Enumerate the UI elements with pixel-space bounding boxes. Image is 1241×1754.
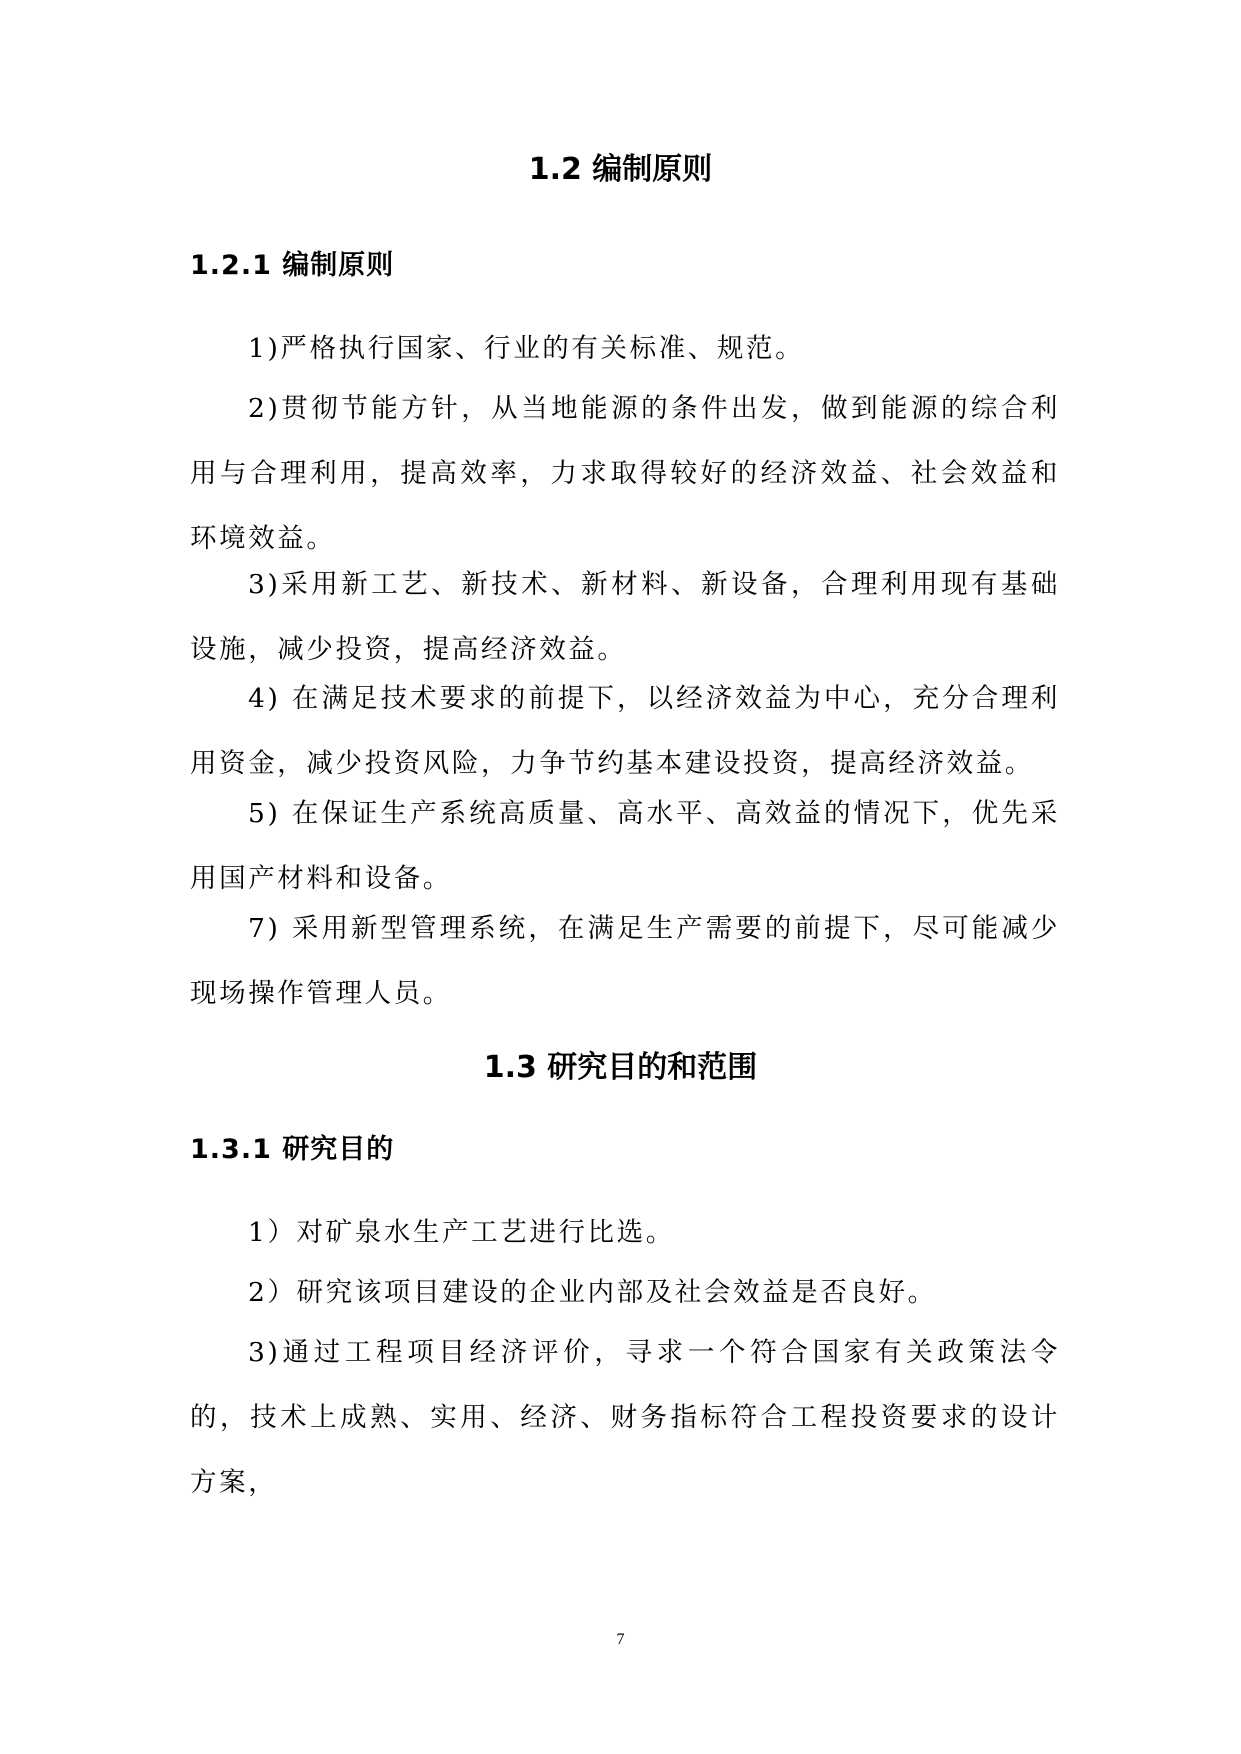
paragraph: 3)采用新工艺、新技术、新材料、新设备，合理利用现有基础设施，减少投资，提高经济效益。 — [190, 569, 1060, 665]
page-number: 7 — [616, 1631, 625, 1648]
paragraph: 7) 采用新型管理系统，在满足生产需要的前提下，尽可能减少现场操作管理人员。 — [190, 913, 1060, 1009]
paragraph: 2)贯彻节能方针，从当地能源的条件出发，做到能源的综合利用与合理利用，提高效率，力求取得较好的经济效益、社会效益和环境效益。 — [190, 393, 1060, 554]
subsection-heading-1-2-1: 1.2.1 编制原则 — [190, 250, 395, 281]
paragraph: 3)通过工程项目经济评价，寻求一个符合国家有关政策法令的，技术上成熟、实用、经济、财务指标符合工程投资要求的设计方案， — [190, 1337, 1060, 1498]
paragraph: 4) 在满足技术要求的前提下，以经济效益为中心，充分合理利用资金，减少投资风险，力争节约基本建设投资，提高经济效益。 — [190, 683, 1060, 779]
section-heading-1-3: 1.3 研究目的和范围 — [483, 1050, 758, 1085]
section-heading-1-2: 1.2 编制原则 — [528, 152, 713, 187]
paragraph: 1)严格执行国家、行业的有关标准、规范。 — [248, 333, 805, 364]
paragraph: 5) 在保证生产系统高质量、高水平、高效益的情况下，优先采用国产材料和设备。 — [190, 798, 1060, 894]
subsection-heading-1-3-1: 1.3.1 研究目的 — [190, 1134, 395, 1165]
paragraph: 1）对矿泉水生产工艺进行比选。 — [248, 1217, 675, 1248]
paragraph: 2）研究该项目建设的企业内部及社会效益是否良好。 — [248, 1277, 937, 1308]
